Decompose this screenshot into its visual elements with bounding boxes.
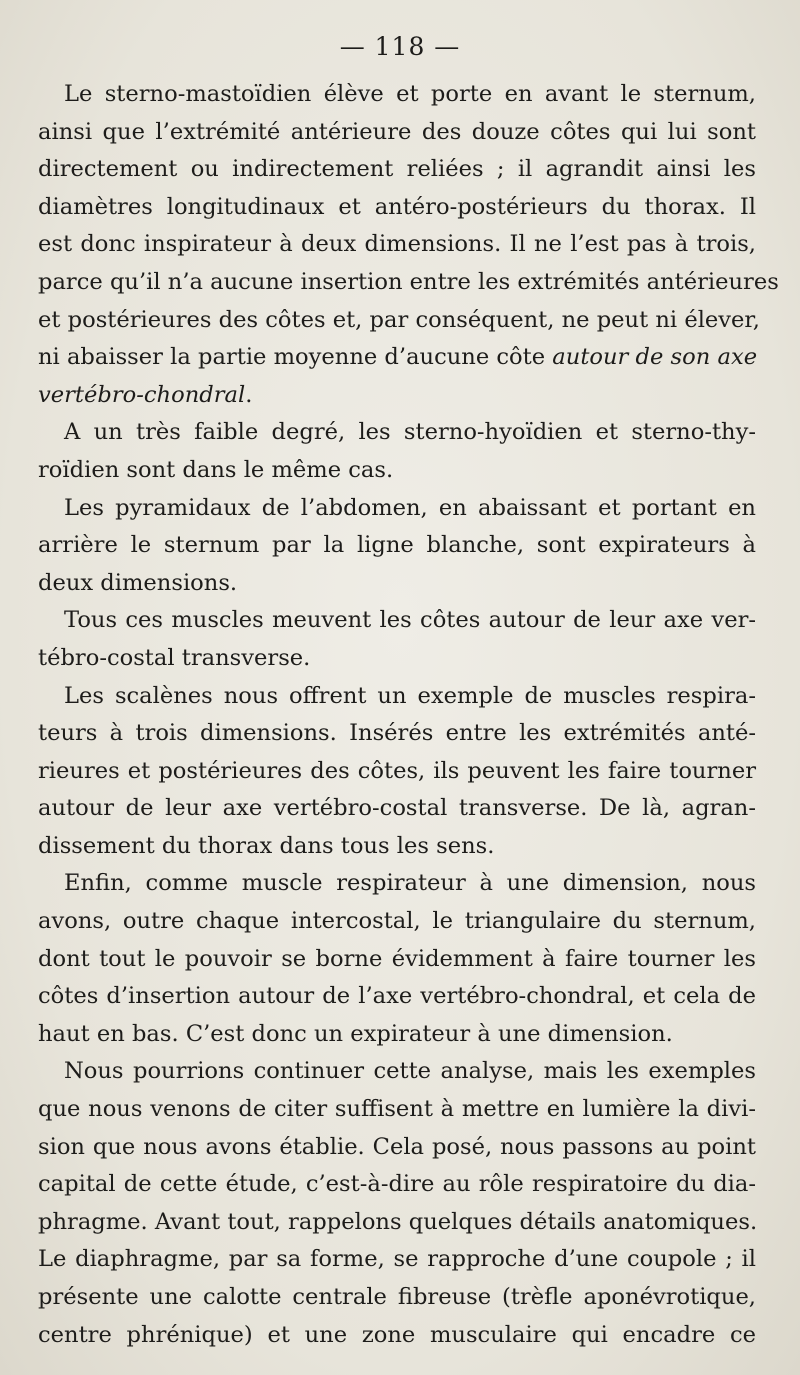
text-line-content: est donc inspirateur à deux dimensions. Il ne l’est pas à trois, xyxy=(38,231,756,258)
text-line xyxy=(38,302,760,340)
text-line xyxy=(38,828,756,866)
text-line-content: Nous pourrions continuer cette analyse, mais les exemples xyxy=(64,1058,756,1085)
text-line-content: arrière le sternum par la ligne blanche, sont expirateurs à xyxy=(38,532,756,559)
body-text xyxy=(38,76,779,1354)
text-line-content: haut en bas. C’est donc un expirateur à une dimension. xyxy=(38,1020,673,1047)
text-line-content: et postérieures des côtes et, par conséquent, ne peut ni élever, xyxy=(38,306,760,333)
text-line xyxy=(38,264,779,302)
text-line xyxy=(38,1053,756,1091)
text-line-content: A un très faible degré, les sterno-hyoïdien et sterno-thy- xyxy=(64,419,756,446)
text-line xyxy=(38,1279,756,1317)
text-line xyxy=(38,1129,756,1167)
text-line-content: Le sterno-mastoïdien élève et porte en avant le sternum, xyxy=(64,81,756,107)
text-line xyxy=(38,189,756,227)
text-line-content: roïdien sont dans le même cas. xyxy=(38,456,394,483)
text-line-content: parce qu’il n’a aucune insertion entre les extrémités antérieures xyxy=(38,268,779,295)
text-line-content: dissement du thorax dans tous les sens. xyxy=(38,832,495,859)
text-line xyxy=(38,1091,756,1129)
text-line xyxy=(38,490,756,528)
text-line-content: Enfin, comme muscle respirateur à une dimension, nous xyxy=(64,870,756,897)
text-line xyxy=(38,377,756,415)
text-line-italic: autour de son axe xyxy=(552,344,758,371)
text-line xyxy=(38,941,756,979)
text-line xyxy=(38,565,756,603)
text-line-content: centre phrénique) et une zone musculaire qui encadre ce xyxy=(38,1321,756,1348)
text-line xyxy=(38,1166,756,1204)
text-line xyxy=(38,602,756,640)
text-line xyxy=(38,76,756,114)
text-line-content: directement ou indirectement reliées ; il agrandit ainsi les xyxy=(38,156,756,183)
text-line-content: tébro-costal transverse. xyxy=(38,644,311,671)
text-line-content: côtes d’insertion autour de l’axe vertébro-chondral, et cela de xyxy=(38,983,756,1010)
text-line xyxy=(38,339,756,377)
text-line xyxy=(38,114,756,152)
text-line-content: rieures et postérieures des côtes, ils peuvent les faire tourner xyxy=(38,757,756,784)
text-line xyxy=(38,151,756,189)
text-line-content: ni abaisser la partie moyenne d’aucune côte xyxy=(38,344,546,371)
page-number: — 118 — xyxy=(339,32,461,61)
text-line-content: présente une calotte centrale fibreuse (trèfle aponévrotique, xyxy=(38,1284,756,1310)
text-line-content: Le diaphragme, par sa forme, se rapproche d’une coupole ; il xyxy=(38,1246,756,1273)
text-line-content: diamètres longitudinaux et antéro-postérieurs du thorax. Il xyxy=(38,193,756,220)
text-line-content: avons, outre chaque intercostal, le triangulaire du sternum, xyxy=(38,908,756,935)
text-line xyxy=(38,903,756,941)
text-line xyxy=(38,978,756,1016)
text-line xyxy=(38,865,756,903)
text-line-content: sion que nous avons établie. Cela posé, nous passons au point xyxy=(38,1133,756,1160)
text-line xyxy=(38,1016,756,1054)
text-line xyxy=(38,1317,756,1355)
text-line-content: autour de leur axe vertébro-costal transverse. De là, agran- xyxy=(38,795,756,822)
text-line-italic: vertébro-chondral xyxy=(38,381,246,408)
text-line-content: dont tout le pouvoir se borne évidemment à faire tourner les xyxy=(38,945,756,972)
text-line xyxy=(38,527,756,565)
text-line xyxy=(38,790,756,828)
text-line-content: ainsi que l’extrémité antérieure des douze côtes qui lui sont xyxy=(38,118,756,145)
text-line xyxy=(38,715,756,753)
text-line-content: phragme. Avant tout, rappelons quelques détails anatomiques. xyxy=(38,1208,758,1235)
text-line xyxy=(38,226,756,264)
text-line-content: capital de cette étude, c’est-à-dire au rôle respiratoire du dia- xyxy=(38,1171,756,1198)
text-line xyxy=(38,1241,756,1279)
text-line xyxy=(38,414,756,452)
text-line xyxy=(38,753,756,791)
text-line-content: teurs à trois dimensions. Insérés entre les extrémités anté- xyxy=(38,720,756,747)
text-line xyxy=(38,640,756,678)
text-line-content: deux dimensions. xyxy=(38,569,238,596)
text-line xyxy=(38,678,756,716)
text-line-content: que nous venons de citer suffisent à mettre en lumière la divi- xyxy=(38,1096,756,1123)
text-line xyxy=(38,452,756,490)
text-line-content: Les scalènes nous offrent un exemple de muscles respira- xyxy=(64,682,756,709)
text-line-punctuation: . xyxy=(245,381,253,408)
text-line-content: Les pyramidaux de l’abdomen, en abaissant et portant en xyxy=(64,494,756,521)
text-line-content: Tous ces muscles meuvent les côtes autour de leur axe ver- xyxy=(64,607,756,634)
text-line xyxy=(38,1204,756,1242)
